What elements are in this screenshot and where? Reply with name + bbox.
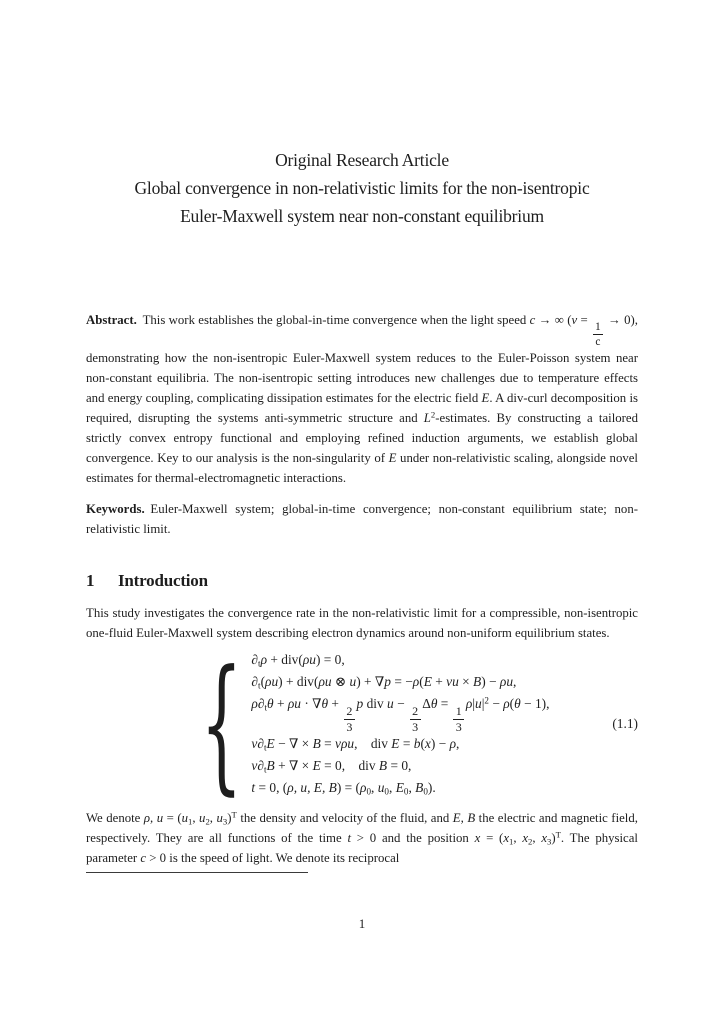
equation-block: [86, 639, 638, 810]
equation-lines: [251, 649, 549, 799]
section-heading: [86, 571, 638, 591]
keywords-text: Euler-Maxwell system; global-in-time convergence; non-constant equilibrium state; non-relativistic limit.: [86, 502, 638, 537]
title-block: [86, 146, 638, 230]
equation-number: (1.1): [612, 716, 638, 732]
body-paragraph: We denote ρ, $u = (u_1$, $u_2$, $u_3)^T$ the density and velocity of the fluid, and E, B the electric and magnetic field, respectively. They are all functions of the time t > 0 and the position $x = (x_1$, $x_2$, $x_3)^T$. The physical parameter c > 0 is the speed of light. We denote its reciprocal: [86, 810, 638, 866]
equation-line-continuity: $\partial_t\rho + div(\rho u) = 0$,: [251, 652, 345, 670]
abstract-label: Abstract.: [86, 313, 137, 327]
abstract: [86, 310, 638, 488]
equation-brace: {: [200, 639, 242, 810]
equation-system: [175, 639, 550, 810]
paper-title-line-2: Euler-Maxwell system near non-constant equilibrium: [180, 206, 544, 226]
section-title: Introduction: [118, 571, 208, 591]
abstract-text: This work establishes the global-in-time convergence when the light speed c → ∞ (ν = $\frac{1}{c}$ → 0), demonstrating how the non-isentropic Euler-Maxwell system reduces to the Euler-Poisson system near non-constant equilibria. The non-isentropic setting introduces new challenges due to temperature effects and energy coupling, complicating dissipation estimates for the electric field E. A div-curl decomposition is required, disrupting the systems anti-symmetric structure and $L^2$-estimates. By constructing a tailored strictly convex entropy functional and employing refined induction arguments, we establish global convergence. Key to our analysis is the non-singularity of E under non-relativistic scaling, alongside novel estimates for thermal-electromagnetic interactions.: [86, 313, 638, 486]
keywords: [86, 499, 638, 539]
footnote-rule: [86, 872, 308, 873]
paper-title-line-1: Global convergence in non-relativistic limits for the non-isentropic: [134, 178, 590, 198]
equation-line-faraday: $\nu\partial_tB$ + ∇ × E = 0, div B = 0,: [251, 758, 412, 775]
section-number: 1: [86, 571, 95, 591]
keywords-label: Keywords.: [86, 502, 145, 517]
equation-line-momentum: $\partial_t(\rho u) + div(\rho u$ ⊗ u) + ∇p = −ρ(E + νu × B) − ρu,: [251, 674, 517, 692]
intro-paragraph: This study investigates the convergence rate in the non-relativistic limit for a compressible, non-isentropic one-fluid Euler-Maxwell system describing electron dynamics around non-uniform equilibrium states.: [86, 606, 638, 641]
equation-line-energy: $\rho\partial_t\theta + \rho u \cdot \nabla\theta$ + $\frac{2}{3}$ p div u − $\frac{2}{3}$ Δθ = $\frac{1}{3}$ $\rho|u|^2 - \rho(\theta - 1)$,: [251, 695, 550, 734]
article-type: Original Research Article: [275, 150, 449, 170]
page-number: 1: [358, 916, 366, 931]
equation-line-initial-data: t = 0, (ρ, u, E, $B) = (\rho_0$, $u_0$, $E_0$, $B_0$).: [251, 780, 436, 797]
equation-line-ampere: $\nu\partial_tE$ − ∇ × B = νρu, div E = b(x) − ρ,: [251, 736, 460, 753]
